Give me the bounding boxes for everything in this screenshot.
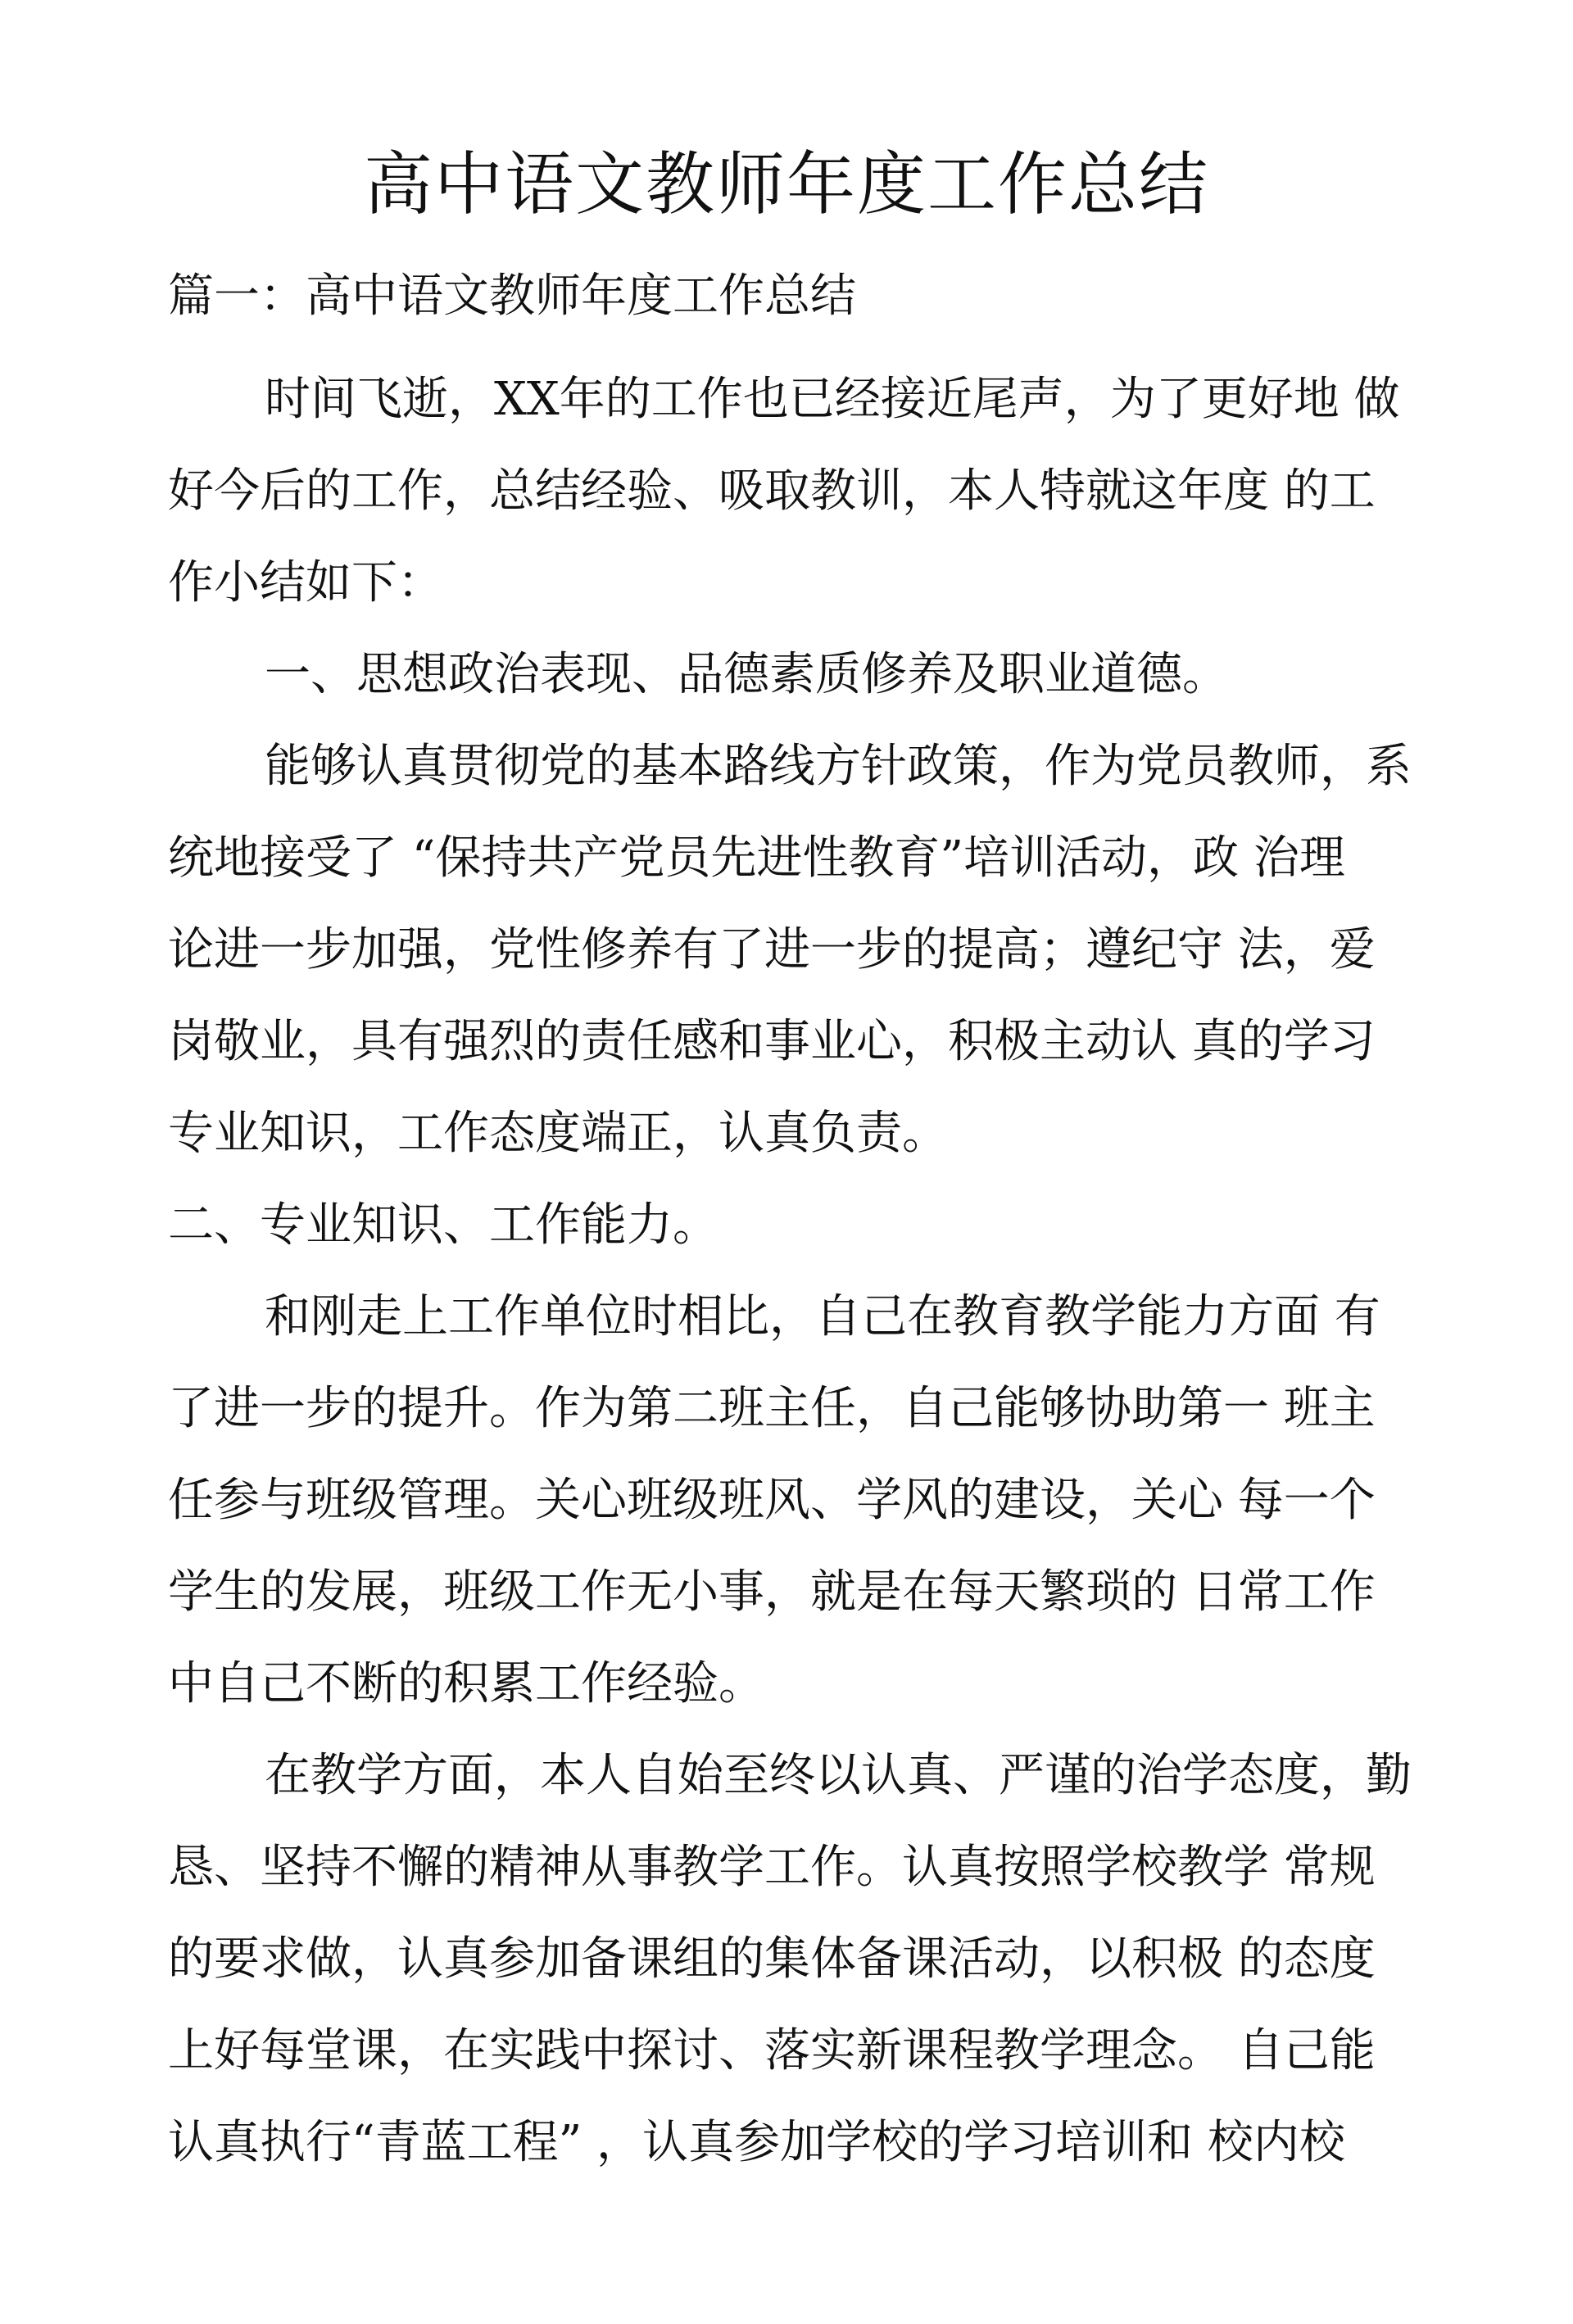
- paragraph-line: 学生的发展，班级工作无小事，就是在每天繁琐的 日常工作: [168, 1565, 1376, 1619]
- paragraph-line: 能够认真贯彻党的基本路线方针政策，作为党员教师，系: [265, 740, 1412, 793]
- paragraph-line: 统地接受了 “保持共产党员先进性教育”培训活动，政 治理: [168, 831, 1345, 885]
- paragraph-line: 了进一步的提升。作为第二班主任，自己能够协助第一 班主: [168, 1382, 1376, 1435]
- paragraph-line: 好今后的工作，总结经验、吸取教训，本人特就这年度 的工: [168, 464, 1376, 518]
- paragraph-line: 的要求做，认真参加备课组的集体备课活动，以积极 的态度: [168, 1932, 1376, 1986]
- paragraph-line: 任参与班级管理。关心班级班风、学风的建设，关心 每一个: [168, 1474, 1376, 1527]
- paragraph-line: 论进一步加强，党性修养有了进一步的提高；遵纪守 法，爱: [168, 923, 1376, 976]
- paragraph-line: 恳、坚持不懈的精神从事教学工作。认真按照学校教学 常规: [168, 1841, 1376, 1894]
- paragraph-line: 中自己不断的积累工作经验。: [168, 1657, 764, 1710]
- paragraph-line: 认真执行“青蓝工程” ，认真参加学校的学习培训和 校内校: [168, 2116, 1345, 2169]
- document-title: 高中语文教师年度工作总结: [363, 144, 1209, 224]
- document-body: [168, 354, 1421, 2189]
- section-heading-2: 二、专业知识、工作能力。: [168, 1198, 719, 1252]
- paragraph-line: 岗敬业，具有强烈的责任感和事业心，积极主动认 真的学习: [168, 1015, 1376, 1068]
- paragraph-line: 和刚走上工作单位时相比，自己在教育教学能力方面 有: [265, 1290, 1380, 1343]
- section-heading-1: 一、思想政治表现、品德素质修养及职业道德。: [265, 648, 1228, 701]
- paragraph-line: 上好每堂课，在实践中探讨、落实新课程教学理念。 自己能: [168, 2024, 1376, 2077]
- paragraph-line: 专业知识，工作态度端正，认真负责。: [168, 1107, 948, 1160]
- paragraph-line: 时间飞逝，XX年的工作也已经接近尾声，为了更好地 做: [265, 373, 1400, 426]
- section-subtitle: 篇一：高中语文教师年度工作总结: [168, 270, 856, 323]
- paragraph-line: 作小结如下：: [168, 556, 443, 609]
- paragraph-line: 在教学方面，本人自始至终以认真、严谨的治学态度，勤: [265, 1749, 1412, 1802]
